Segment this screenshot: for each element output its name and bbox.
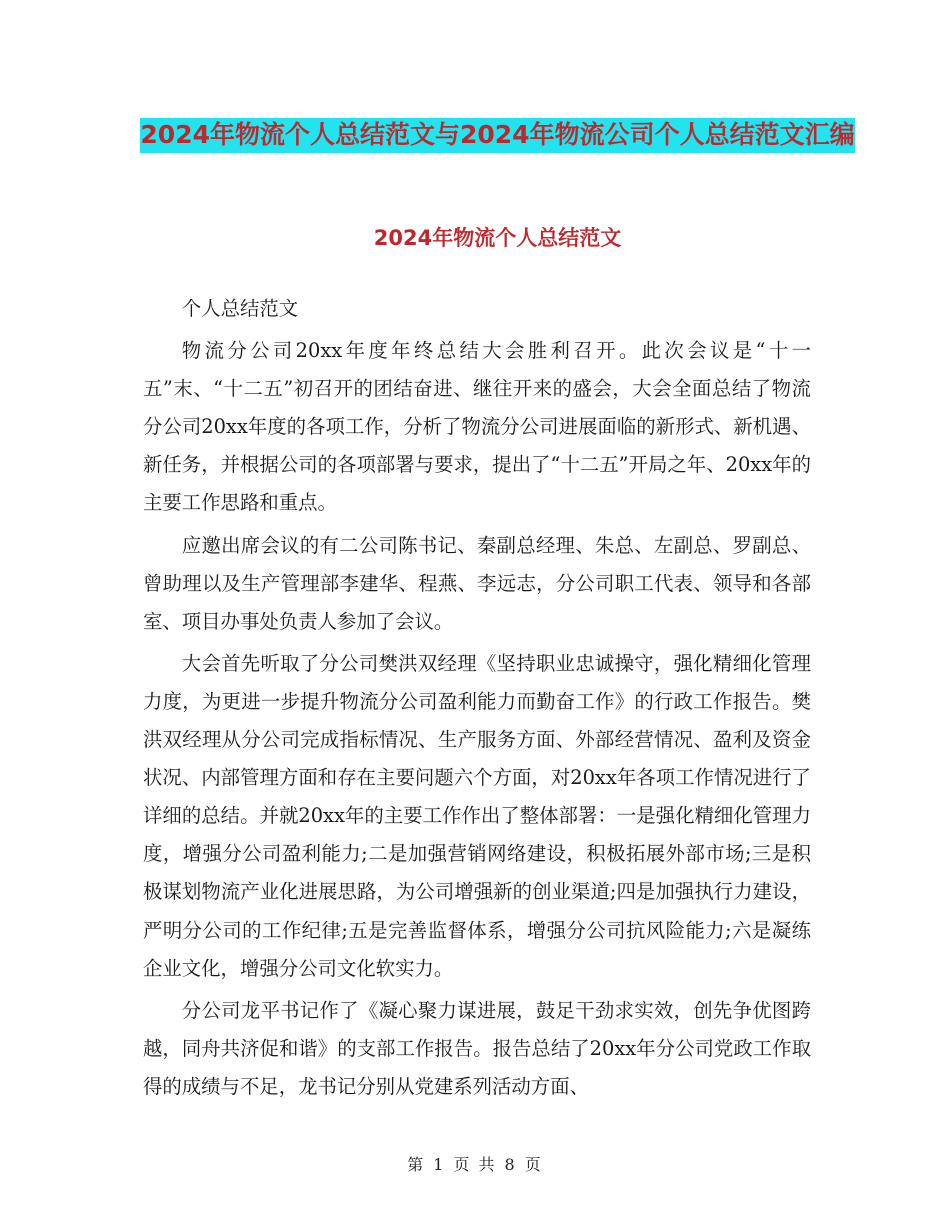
paragraph: 物流分公司20xx年度年终总结大会胜利召开。此次会议是“十一五”末、“十二五”初召开的团结奋进、继往开来的盛会，大会全面总结了物流分公司20xx年度的各项工作，分析了物流分公司进展面临的新形式、新机遇、新任务，并根据公司的各项部署与要求，提出了“十二五”开局之年、20xx年的主要工作思路和重点。 <box>143 339 811 515</box>
footer-middle: 页 共 <box>453 1155 497 1174</box>
paragraph: 个人总结范文 <box>181 297 299 320</box>
paragraph: 分公司龙平书记作了《凝心聚力谋进展，鼓足干劲求实效，创先争优图跨越，同舟共济促和谐》的支部工作报告。报告总结了20xx年分公司党政工作取得的成绩与不足，龙书记分别从党建系列活动方面、 <box>143 998 811 1098</box>
title-highlight: 2024年物流个人总结范文与2024年物流公司个人总结范文汇编 <box>140 118 854 153</box>
page-footer <box>0 1152 950 1175</box>
document-body <box>143 290 811 1110</box>
footer-total-pages: 8 <box>504 1155 517 1174</box>
paragraph: 大会首先听取了分公司樊洪双经理《坚持职业忠诚操守，强化精细化管理力度，为更进一步提升物流分公司盈利能力而勤奋工作》的行政工作报告。樊洪双经理从分公司完成指标情况、生产服务方面、外部经营情况、盈利及资金状况、内部管理方面和存在主要问题六个方面，对20xx年各项工作情况进行了详细的总结。并就20xx年的主要工作作出了整体部署：一是强化精细化管理力度，增强分公司盈利能力;二是加强营销网络建设，积极拓展外部市场;三是积极谋划物流产业化进展思路，为公司增强新的创业渠道;四是加强执行力建设，严明分公司的工作纪律;五是完善监督体系，增强分公司抗风险能力;六是凝练企业文化，增强分公司文化软实力。 <box>143 651 811 980</box>
document-title <box>140 110 855 160</box>
footer-page-number: 1 <box>433 1155 446 1174</box>
footer-suffix: 页 <box>524 1155 543 1174</box>
footer-prefix: 第 <box>407 1155 426 1174</box>
paragraph: 应邀出席会议的有二公司陈书记、秦副总经理、朱总、左副总、罗副总、曾助理以及生产管理部李建华、程燕、李远志，分公司职工代表、领导和各部室、项目办事处负责人参加了会议。 <box>143 533 811 633</box>
section-title: 2024年物流个人总结范文 <box>373 226 622 250</box>
